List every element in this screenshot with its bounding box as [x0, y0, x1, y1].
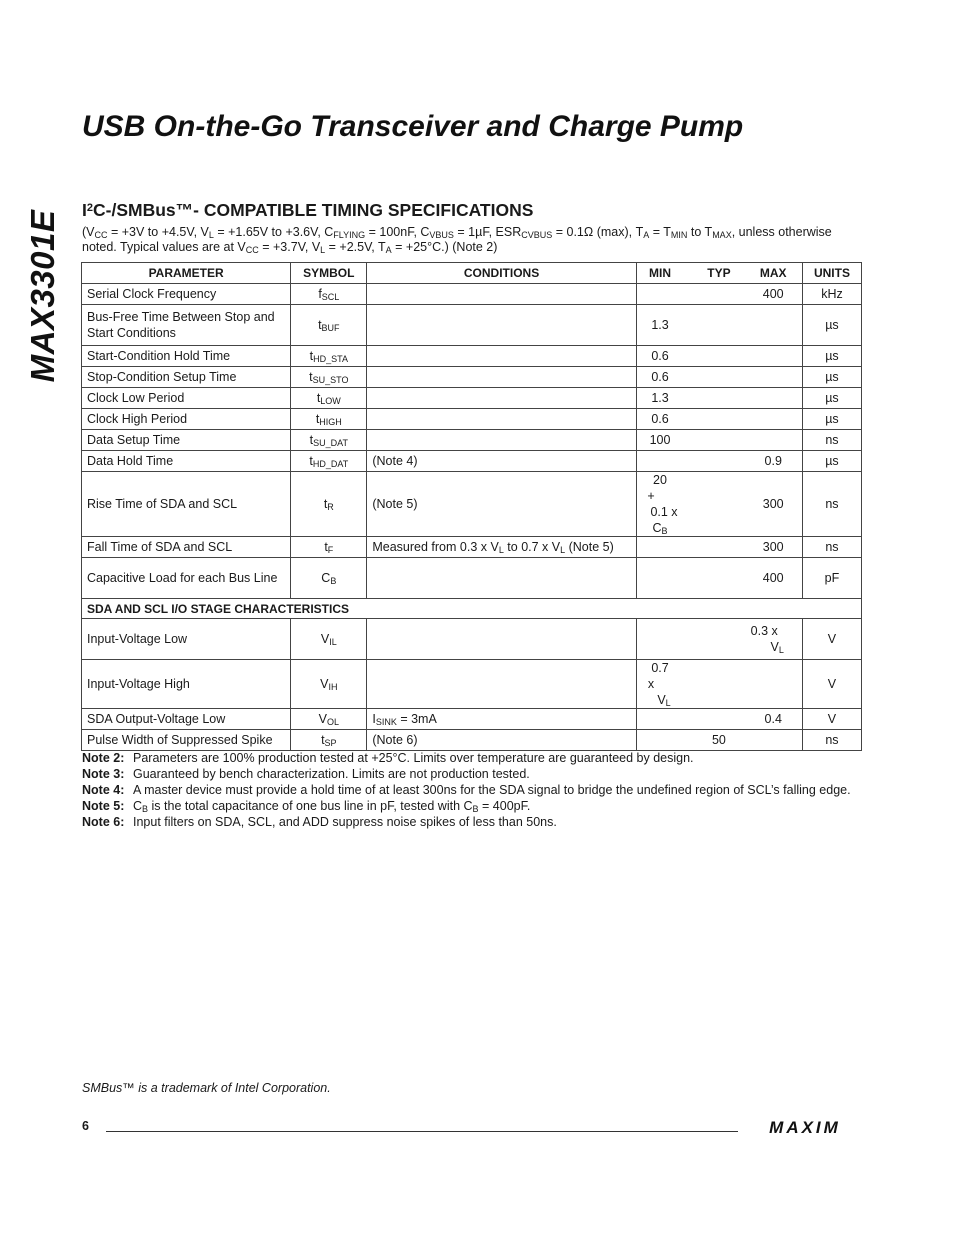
- timing-spec-table: [81, 262, 862, 751]
- row-units: V: [802, 660, 861, 709]
- table-row: [82, 537, 862, 558]
- row-conditions: [367, 367, 636, 388]
- table-row: [82, 619, 862, 660]
- row-parameter: Data Setup Time: [82, 430, 291, 451]
- row-values: 400: [636, 558, 802, 599]
- row-conditions: [367, 558, 636, 599]
- row-units: ns: [802, 472, 861, 537]
- note-item: Note 5: $C_B$ is the total capacitance of one bus line in pF, tested with $C_B = 400pF$.: [82, 799, 531, 814]
- table-row: [82, 730, 862, 751]
- row-values: 1.3: [636, 388, 802, 409]
- row-conditions: [367, 284, 636, 305]
- side-label-text: MAX3301E: [24, 209, 61, 383]
- row-symbol: $t_F$: [291, 537, 367, 558]
- test-conditions: ($V_{CC} = +3V$ to +4.5V, $V_L = +1.65V$ to +3.6V, $C_{FLYING} = 100nF$, $C_{VBUS} = 1\mu F$, $ESR_{CVBUS} = 0.1\Omega$ (max), $T_A = T_{MIN}$ to $T_{MAX}$, unless otherwise noted. Typical values are at $V_{CC} = +3.7V$, $V_L = +2.5V$, $T_A = +25^\circ C$.) (Note 2): [82, 225, 832, 255]
- row-parameter: Serial Clock Frequency: [82, 284, 291, 305]
- table-row: [82, 451, 862, 472]
- row-parameter: Rise Time of SDA and SCL: [82, 472, 291, 537]
- row-parameter: Clock Low Period: [82, 388, 291, 409]
- row-parameter: Clock High Period: [82, 409, 291, 430]
- row-conditions: [367, 660, 636, 709]
- svg-text:MAXIM: MAXIM: [769, 1119, 841, 1135]
- row-parameter: Stop-Condition Setup Time: [82, 367, 291, 388]
- row-conditions: [367, 409, 636, 430]
- row-values: 400: [636, 284, 802, 305]
- row-symbol: $t_{BUF}$: [291, 305, 367, 346]
- row-conditions: [367, 346, 636, 367]
- row-parameter: SDA Output-Voltage Low: [82, 709, 291, 730]
- table-section-row: [82, 599, 862, 619]
- row-parameter: Bus-Free Time Between Stop and Start Conditions: [82, 305, 291, 346]
- note-item: Note 6: Input filters on SDA, SCL, and ADD suppress noise spikes of less than 50ns.: [82, 815, 557, 829]
- row-units: ns: [802, 430, 861, 451]
- table-row: [82, 284, 862, 305]
- header-values: MIN TYP MAX: [636, 263, 802, 284]
- row-parameter: Capacitive Load for each Bus Line: [82, 558, 291, 599]
- row-units: ns: [802, 730, 861, 751]
- row-units: µs: [802, 388, 861, 409]
- row-symbol: $t_{LOW}$: [291, 388, 367, 409]
- heading-superscript: 2: [86, 202, 93, 214]
- row-conditions: [367, 388, 636, 409]
- row-units: V: [802, 709, 861, 730]
- row-parameter: Fall Time of SDA and SCL: [82, 537, 291, 558]
- header-conditions: CONDITIONS: [367, 263, 636, 284]
- heading-prefix: I: [82, 200, 87, 220]
- page-number: 6: [82, 1119, 89, 1133]
- section-label: SDA AND SCL I/O STAGE CHARACTERISTICS: [82, 599, 862, 619]
- heading-text: C-/SMBus™- COMPATIBLE TIMING SPECIFICATIONS: [93, 200, 534, 220]
- row-conditions: [367, 619, 636, 660]
- row-conditions: $I_{SINK} = 3mA$: [367, 709, 636, 730]
- table-row: [82, 472, 862, 537]
- row-values: 50: [636, 730, 802, 751]
- row-units: µs: [802, 305, 861, 346]
- row-units: pF: [802, 558, 861, 599]
- header-symbol: SYMBOL: [291, 263, 367, 284]
- row-symbol: $t_{SU\_STO}$: [291, 367, 367, 388]
- row-units: µs: [802, 451, 861, 472]
- row-values: 0.9: [636, 451, 802, 472]
- row-parameter: Pulse Width of Suppressed Spike: [82, 730, 291, 751]
- header-units: UNITS: [802, 263, 861, 284]
- row-units: µs: [802, 409, 861, 430]
- section-heading: [82, 200, 533, 221]
- row-values: 0.4: [636, 709, 802, 730]
- row-units: µs: [802, 367, 861, 388]
- row-units: µs: [802, 346, 861, 367]
- table-row: [82, 558, 862, 599]
- row-values: 0.6: [636, 409, 802, 430]
- row-conditions: (Note 4): [367, 451, 636, 472]
- notes-block: [82, 750, 872, 830]
- header-parameter: PARAMETER: [82, 263, 291, 284]
- row-units: ns: [802, 537, 861, 558]
- document-title: USB On-the-Go Transceiver and Charge Pump: [82, 110, 744, 143]
- row-parameter: Start-Condition Hold Time: [82, 346, 291, 367]
- row-parameter: Input-Voltage Low: [82, 619, 291, 660]
- row-symbol: $t_R$: [291, 472, 367, 537]
- row-conditions: (Note 5): [367, 472, 636, 537]
- row-symbol: $t_{SU\_DAT}$: [291, 430, 367, 451]
- row-conditions: (Note 6): [367, 730, 636, 751]
- row-symbol: $f_{SCL}$: [291, 284, 367, 305]
- row-symbol: $C_B$: [291, 558, 367, 599]
- note-item: Note 4: A master device must provide a hold time of at least 300ns for the SDA signal to bridge the undefined region of SCL’s falling edge.: [82, 783, 851, 797]
- row-values: 300: [636, 537, 802, 558]
- row-values: 0.6: [636, 367, 802, 388]
- table-row: [82, 305, 862, 346]
- table-row: [82, 367, 862, 388]
- row-units: V: [802, 619, 861, 660]
- row-values: 100: [636, 430, 802, 451]
- row-symbol: $t_{HD\_DAT}$: [291, 451, 367, 472]
- row-symbol: $V_{IL}$: [291, 619, 367, 660]
- note-item: Note 3: Guaranteed by bench characterization. Limits are not production tested.: [82, 767, 530, 781]
- table-row: [82, 388, 862, 409]
- row-symbol: $V_{IH}$: [291, 660, 367, 709]
- trademark-note: SMBus™ is a trademark of Intel Corporation.: [82, 1081, 331, 1095]
- row-units: kHz: [802, 284, 861, 305]
- table-row: [82, 346, 862, 367]
- row-conditions: Measured from 0.3 x $V_L$ to 0.7 x $V_L$ (Note 5): [367, 537, 636, 558]
- table-header-row: [82, 263, 862, 284]
- note-item: Note 2: Parameters are 100% production tested at +25°C. Limits over temperature are guaranteed by design.: [82, 751, 694, 765]
- footer-rule: [106, 1131, 738, 1132]
- row-values: 0.6: [636, 346, 802, 367]
- table-row: [82, 660, 862, 709]
- table-row: [82, 409, 862, 430]
- row-conditions: [367, 430, 636, 451]
- row-parameter: Data Hold Time: [82, 451, 291, 472]
- row-symbol: $t_{SP}$: [291, 730, 367, 751]
- row-values: 20 + 0.1 x $C_B$ 300: [636, 472, 802, 537]
- row-conditions: [367, 305, 636, 346]
- row-symbol: $t_{HD\_STA}$: [291, 346, 367, 367]
- table-row: [82, 709, 862, 730]
- table-row: [82, 430, 862, 451]
- row-symbol: $V_{OL}$: [291, 709, 367, 730]
- row-values: 0.7 x $V_L$: [636, 660, 802, 709]
- maxim-logo: [750, 1119, 860, 1135]
- row-parameter: Input-Voltage High: [82, 660, 291, 709]
- part-number-side-label: [18, 196, 68, 396]
- row-values: 1.3: [636, 305, 802, 346]
- row-symbol: $t_{HIGH}$: [291, 409, 367, 430]
- row-values: 0.3 x $V_L$: [636, 619, 802, 660]
